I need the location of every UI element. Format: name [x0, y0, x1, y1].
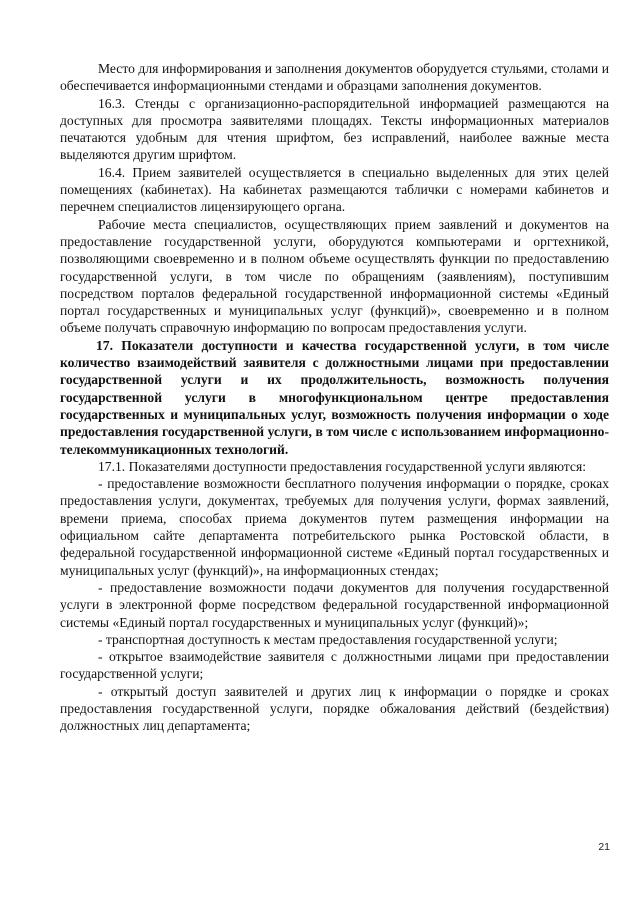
list-item-transport-access: - транспортная доступность к местам предоставления государственной услуги; [98, 631, 558, 647]
list-item-open-access: - открытый доступ заявителей и других лиц к информации о порядке и сроках предоставления государственной услуги, порядке обжалования действий (бездействия) должностных лиц департамента; [60, 683, 609, 734]
list-item-electronic-submission: - предоставление возможности подачи документов для получения государственной услуги в электронной форме посредством федеральной государственной информационной системы «Единый портал государственных и муниципальных услуг (функций)»; [60, 579, 609, 630]
paragraph-17-1: 17.1. Показателями доступности предоставления государственной услуги являются: [98, 458, 586, 474]
paragraph-workplaces: Рабочие места специалистов, осуществляющих прием заявлений и документов на предоставление государственной услуги, оборудуются компьютерами и оргтехникой, позволяющими своевременно и в полном объеме осуществлять функции по предоставлению государственной услуги, в том числе по обращениям (заявлениям), поступившим посредством порталов федеральной государственной информационной системы «Единый портал государственных и муниципальных услуг (функций)», своевременно и в полном объеме получать справочную информацию по вопросам предоставления услуги. [60, 216, 609, 336]
list-item-free-info: - предоставление возможности бесплатного получения информации о порядке, сроках предоставления услуги, документах, требуемых для получения услуги, формах заявлений, времени приема, способах приема документов путем размещения информации на официальном сайте департамента потребительского рынка Ростовской области, в федеральной государственной информационной системе «Единый портал государственных и муниципальных услуг (функций)», на информационных стендах; [60, 476, 609, 578]
paragraph-16-3: 16.3. Стенды с организационно-распорядительной информацией размещаются на доступных для просмотра заявителями площадях. Тексты информационных материалов печатаются удобным для чтения шрифтом, без исправлений, наиболее важные места выделяются другим шрифтом. [60, 95, 609, 163]
page-number: 21 [598, 841, 610, 853]
paragraph-16-4: 16.4. Прием заявителей осуществляется в специально выделенных для этих целей помещениях (кабинетах). На кабинетах размещаются таблички с номерами кабинетов и перечнем специалистов лицензирующего органа. [60, 164, 609, 215]
paragraph-info-place: Место для информирования и заполнения документов оборудуется стульями, столами и обеспечивается информационными стендами и образцами заполнения документов. [60, 61, 609, 94]
document-page [60, 60, 609, 735]
section-heading-17: 17. Показатели доступности и качества государственной услуги, в том числе количество взаимодействий заявителя с должностными лицами при предоставлении государственной услуги и их продолжительность, возможность получения государственной услуги в многофункциональном центре предоставления государственных и муниципальных услуг, возможность получения информации о ходе предоставления государственной услуги, в том числе с использованием информационно-телекоммуникационных технологий. [60, 337, 609, 457]
list-item-open-interaction: - открытое взаимодействие заявителя с должностными лицами при предоставлении государственной услуги; [60, 649, 609, 682]
